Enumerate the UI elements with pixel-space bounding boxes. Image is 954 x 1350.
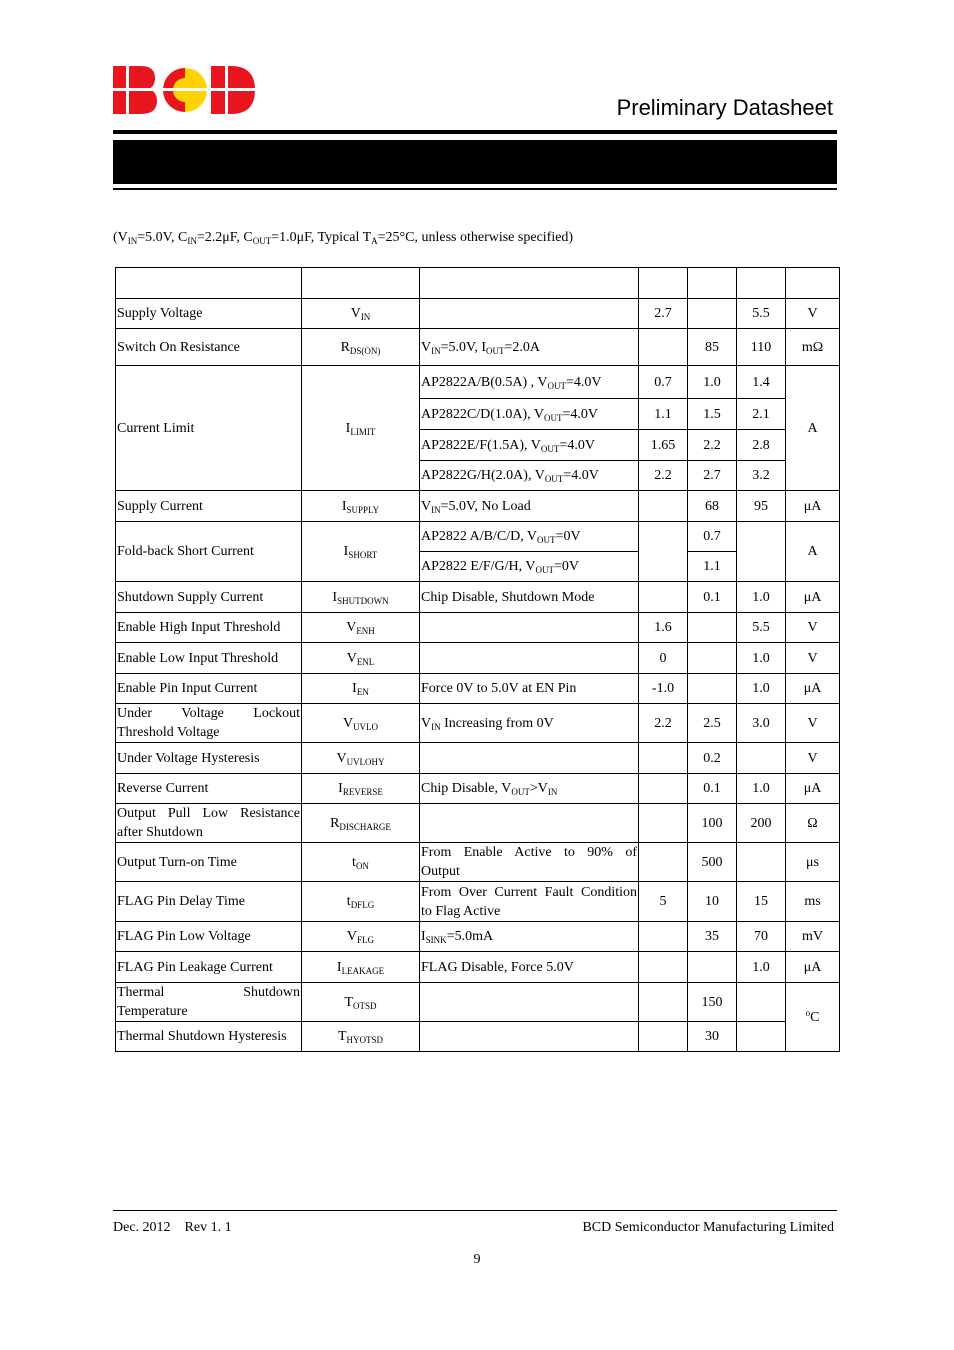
- table-cell: 0.7: [688, 522, 737, 552]
- table-cell: [639, 1022, 688, 1052]
- footer-company: BCD Semiconductor Manufacturing Limited: [582, 1220, 834, 1235]
- table-cell: [639, 774, 688, 804]
- table-cell: 2.2: [639, 704, 688, 743]
- table-cell: 2.7: [688, 461, 737, 491]
- table-cell: $I_{SHUTDOWN}$: [302, 582, 420, 613]
- table-cell: 110: [737, 329, 786, 366]
- table-cell: [688, 268, 737, 299]
- table-cell: [420, 1022, 639, 1052]
- table-cell: $V_{IN}$ Increasing from 0V: [420, 704, 639, 743]
- table-cell: AP2822 A/B/C/D, $V_{OUT}=0V$: [420, 522, 639, 552]
- table-cell: 30: [688, 1022, 737, 1052]
- table-cell: 1.0: [737, 674, 786, 704]
- table-row: [116, 299, 840, 329]
- table-cell: Shutdown Supply Current: [116, 582, 302, 613]
- table-cell: [737, 983, 786, 1022]
- footer-date-revision: Dec. 2012 Rev 1. 1: [113, 1220, 232, 1235]
- table-cell: $I_{EN}$: [302, 674, 420, 704]
- table-cell: mΩ: [786, 329, 840, 366]
- table-cell: 5.5: [737, 613, 786, 643]
- table-cell: $I_{SHORT}$: [302, 522, 420, 582]
- table-cell: 100: [688, 804, 737, 843]
- table-cell: 1.0: [737, 774, 786, 804]
- table-cell: [420, 743, 639, 774]
- table-cell: [688, 613, 737, 643]
- table-cell: [737, 743, 786, 774]
- table-cell: $I_{REVERSE}$: [302, 774, 420, 804]
- table-cell: $V_{IN}=5.0V$, $I_{OUT}=2.0A$: [420, 329, 639, 366]
- table-cell: FLAG Pin Leakage Current: [116, 952, 302, 983]
- table-cell: $t_{ON}$: [302, 843, 420, 882]
- table-cell: AP2822E/F(1.5A), $V_{OUT}=4.0V$: [420, 430, 639, 461]
- table-cell: μA: [786, 952, 840, 983]
- table-cell: $T_{HYOTSD}$: [302, 1022, 420, 1052]
- table-cell: 0: [639, 643, 688, 674]
- table-row: [116, 1022, 840, 1052]
- table-cell: $R_{DISCHARGE}$: [302, 804, 420, 843]
- footer-rule: [113, 1210, 837, 1211]
- table-cell: From Over Current Fault Condition to Flag Active: [420, 882, 639, 922]
- table-cell: 1.1: [688, 552, 737, 582]
- table-row: [116, 804, 840, 843]
- table-row: [116, 582, 840, 613]
- table-cell: $V_{IN}=5.0V$, No Load: [420, 491, 639, 522]
- table-cell: Output Pull Low Resistance after Shutdown: [116, 804, 302, 843]
- table-cell: [639, 582, 688, 613]
- table-cell: Fold-back Short Current: [116, 522, 302, 582]
- table-cell: [420, 299, 639, 329]
- table-cell: -1.0: [639, 674, 688, 704]
- header-rule-thin: [113, 188, 837, 190]
- table-row: [116, 952, 840, 983]
- table-cell: 0.1: [688, 774, 737, 804]
- table-cell: 10: [688, 882, 737, 922]
- table-row: [116, 613, 840, 643]
- table-cell: mV: [786, 922, 840, 952]
- table-cell: $V_{UVLOHY}$: [302, 743, 420, 774]
- table-cell: [688, 299, 737, 329]
- table-cell: $I_{SUPPLY}$: [302, 491, 420, 522]
- table-cell: [688, 674, 737, 704]
- electrical-characteristics-table: [115, 267, 840, 1052]
- table-row: [116, 491, 840, 522]
- table-cell: V: [786, 643, 840, 674]
- table-cell: Supply Current: [116, 491, 302, 522]
- table-cell: [639, 922, 688, 952]
- table-cell: 68: [688, 491, 737, 522]
- table-cell: [737, 522, 786, 582]
- table-cell: $R_{DS(ON)}$: [302, 329, 420, 366]
- table-cell: [420, 983, 639, 1022]
- table-cell: Chip Disable, $V_{OUT}>V_{IN}$: [420, 774, 639, 804]
- table-cell: Thermal Shutdown Temperature: [116, 983, 302, 1022]
- table-cell: Chip Disable, Shutdown Mode: [420, 582, 639, 613]
- table-row: [116, 983, 840, 1022]
- table-cell: [688, 643, 737, 674]
- table-cell: Under Voltage Lockout Threshold Voltage: [116, 704, 302, 743]
- table-cell: [639, 491, 688, 522]
- table-cell: Enable High Input Threshold: [116, 613, 302, 643]
- table-cell: 2.5: [688, 704, 737, 743]
- table-cell: μA: [786, 774, 840, 804]
- table-cell: $I_{LIMIT}$: [302, 366, 420, 491]
- table-cell: Output Turn-on Time: [116, 843, 302, 882]
- table-cell: Current Limit: [116, 366, 302, 491]
- table-cell: 2.1: [737, 399, 786, 430]
- table-cell: [302, 268, 420, 299]
- table-cell: 3.2: [737, 461, 786, 491]
- table-cell: Switch On Resistance: [116, 329, 302, 366]
- table-cell: [420, 804, 639, 843]
- table-cell: [737, 1022, 786, 1052]
- table-cell: 35: [688, 922, 737, 952]
- table-cell: 1.0: [737, 952, 786, 983]
- table-cell: 150: [688, 983, 737, 1022]
- table-cell: [737, 843, 786, 882]
- table-row: [116, 843, 840, 882]
- table-cell: μA: [786, 674, 840, 704]
- table-cell: $V_{IN}$: [302, 299, 420, 329]
- table-cell: $I_{SINK}=5.0mA$: [420, 922, 639, 952]
- table-cell: FLAG Pin Low Voltage: [116, 922, 302, 952]
- table-cell: $V_{ENL}$: [302, 643, 420, 674]
- table-cell: 1.1: [639, 399, 688, 430]
- table-cell: $V_{UVLO}$: [302, 704, 420, 743]
- table-cell: [420, 643, 639, 674]
- table-cell: [786, 268, 840, 299]
- table-cell: [639, 983, 688, 1022]
- table-cell: μA: [786, 491, 840, 522]
- table-cell: Enable Low Input Threshold: [116, 643, 302, 674]
- table-cell: 1.5: [688, 399, 737, 430]
- table-cell: [639, 329, 688, 366]
- table-cell: [639, 843, 688, 882]
- table-cell: [420, 268, 639, 299]
- table-cell: V: [786, 299, 840, 329]
- table-row: [116, 643, 840, 674]
- table-cell: Force 0V to 5.0V at EN Pin: [420, 674, 639, 704]
- table-cell: 1.65: [639, 430, 688, 461]
- table-cell: [688, 952, 737, 983]
- table-cell: 2.2: [639, 461, 688, 491]
- header-rule: [113, 130, 837, 134]
- table-cell: 2.8: [737, 430, 786, 461]
- table-cell: V: [786, 613, 840, 643]
- table-cell: [420, 613, 639, 643]
- page-number: 9: [473, 1252, 481, 1267]
- table-row: [116, 743, 840, 774]
- table-cell: Supply Voltage: [116, 299, 302, 329]
- table-cell: Ω: [786, 804, 840, 843]
- table-cell: From Enable Active to 90% of Output: [420, 843, 639, 882]
- table-row: [116, 774, 840, 804]
- table-cell: μs: [786, 843, 840, 882]
- table-cell: $^o$C: [786, 983, 840, 1052]
- table-cell: μA: [786, 582, 840, 613]
- table-cell: 1.4: [737, 366, 786, 399]
- table-row: [116, 329, 840, 366]
- table-cell: [639, 743, 688, 774]
- table-cell: Enable Pin Input Current: [116, 674, 302, 704]
- table-cell: 3.0: [737, 704, 786, 743]
- table-cell: AP2822 E/F/G/H, $V_{OUT}=0V$: [420, 552, 639, 582]
- table-cell: 1.0: [688, 366, 737, 399]
- table-cell: AP2822A/B(0.5A) , $V_{OUT}=4.0V$: [420, 366, 639, 399]
- table-header-row: [116, 268, 840, 299]
- table-cell: $V_{FLG}$: [302, 922, 420, 952]
- table-cell: A: [786, 366, 840, 491]
- table-cell: 0.1: [688, 582, 737, 613]
- table-cell: V: [786, 743, 840, 774]
- table-cell: [639, 268, 688, 299]
- document-title: Preliminary Datasheet: [616, 95, 833, 120]
- table-cell: 2.7: [639, 299, 688, 329]
- table-row: [116, 922, 840, 952]
- table-cell: FLAG Disable, Force 5.0V: [420, 952, 639, 983]
- table-cell: $T_{OTSD}$: [302, 983, 420, 1022]
- table-cell: 0.7: [639, 366, 688, 399]
- table-cell: Thermal Shutdown Hysteresis: [116, 1022, 302, 1052]
- table-cell: 1.6: [639, 613, 688, 643]
- table-row: [116, 674, 840, 704]
- table-row: [116, 882, 840, 922]
- table-cell: [116, 268, 302, 299]
- table-row: [116, 366, 840, 399]
- table-cell: [639, 952, 688, 983]
- table-cell: Under Voltage Hysteresis: [116, 743, 302, 774]
- table-cell: V: [786, 704, 840, 743]
- table-cell: A: [786, 522, 840, 582]
- table-cell: $t_{DFLG}$: [302, 882, 420, 922]
- table-cell: 15: [737, 882, 786, 922]
- table-cell: 70: [737, 922, 786, 952]
- bcd-logo: [113, 66, 255, 114]
- table-cell: $I_{LEAKAGE}$: [302, 952, 420, 983]
- section-title-band: [113, 140, 837, 184]
- table-cell: 2.2: [688, 430, 737, 461]
- table-cell: [737, 268, 786, 299]
- table-cell: 200: [737, 804, 786, 843]
- table-cell: AP2822C/D(1.0A), $V_{OUT}=4.0V$: [420, 399, 639, 430]
- table-cell: [639, 522, 688, 582]
- table-cell: 1.0: [737, 643, 786, 674]
- table-cell: $V_{ENH}$: [302, 613, 420, 643]
- table-cell: 1.0: [737, 582, 786, 613]
- table-cell: 85: [688, 329, 737, 366]
- table-cell: 5: [639, 882, 688, 922]
- table-cell: 5.5: [737, 299, 786, 329]
- table-cell: FLAG Pin Delay Time: [116, 882, 302, 922]
- table-cell: [639, 804, 688, 843]
- table-cell: 500: [688, 843, 737, 882]
- table-cell: AP2822G/H(2.0A), $V_{OUT}=4.0V$: [420, 461, 639, 491]
- table-cell: 0.2: [688, 743, 737, 774]
- table-cell: 95: [737, 491, 786, 522]
- table-row: [116, 522, 840, 552]
- table-cell: ms: [786, 882, 840, 922]
- table-row: [116, 704, 840, 743]
- table-cell: Reverse Current: [116, 774, 302, 804]
- test-conditions: ($V_{IN}=5.0V$, $C_{IN}=2.2\mu F$, $C_{OUT}=1.0\mu F$, Typical $T_A=25^\circ C$, unless otherwise specified): [113, 230, 574, 246]
